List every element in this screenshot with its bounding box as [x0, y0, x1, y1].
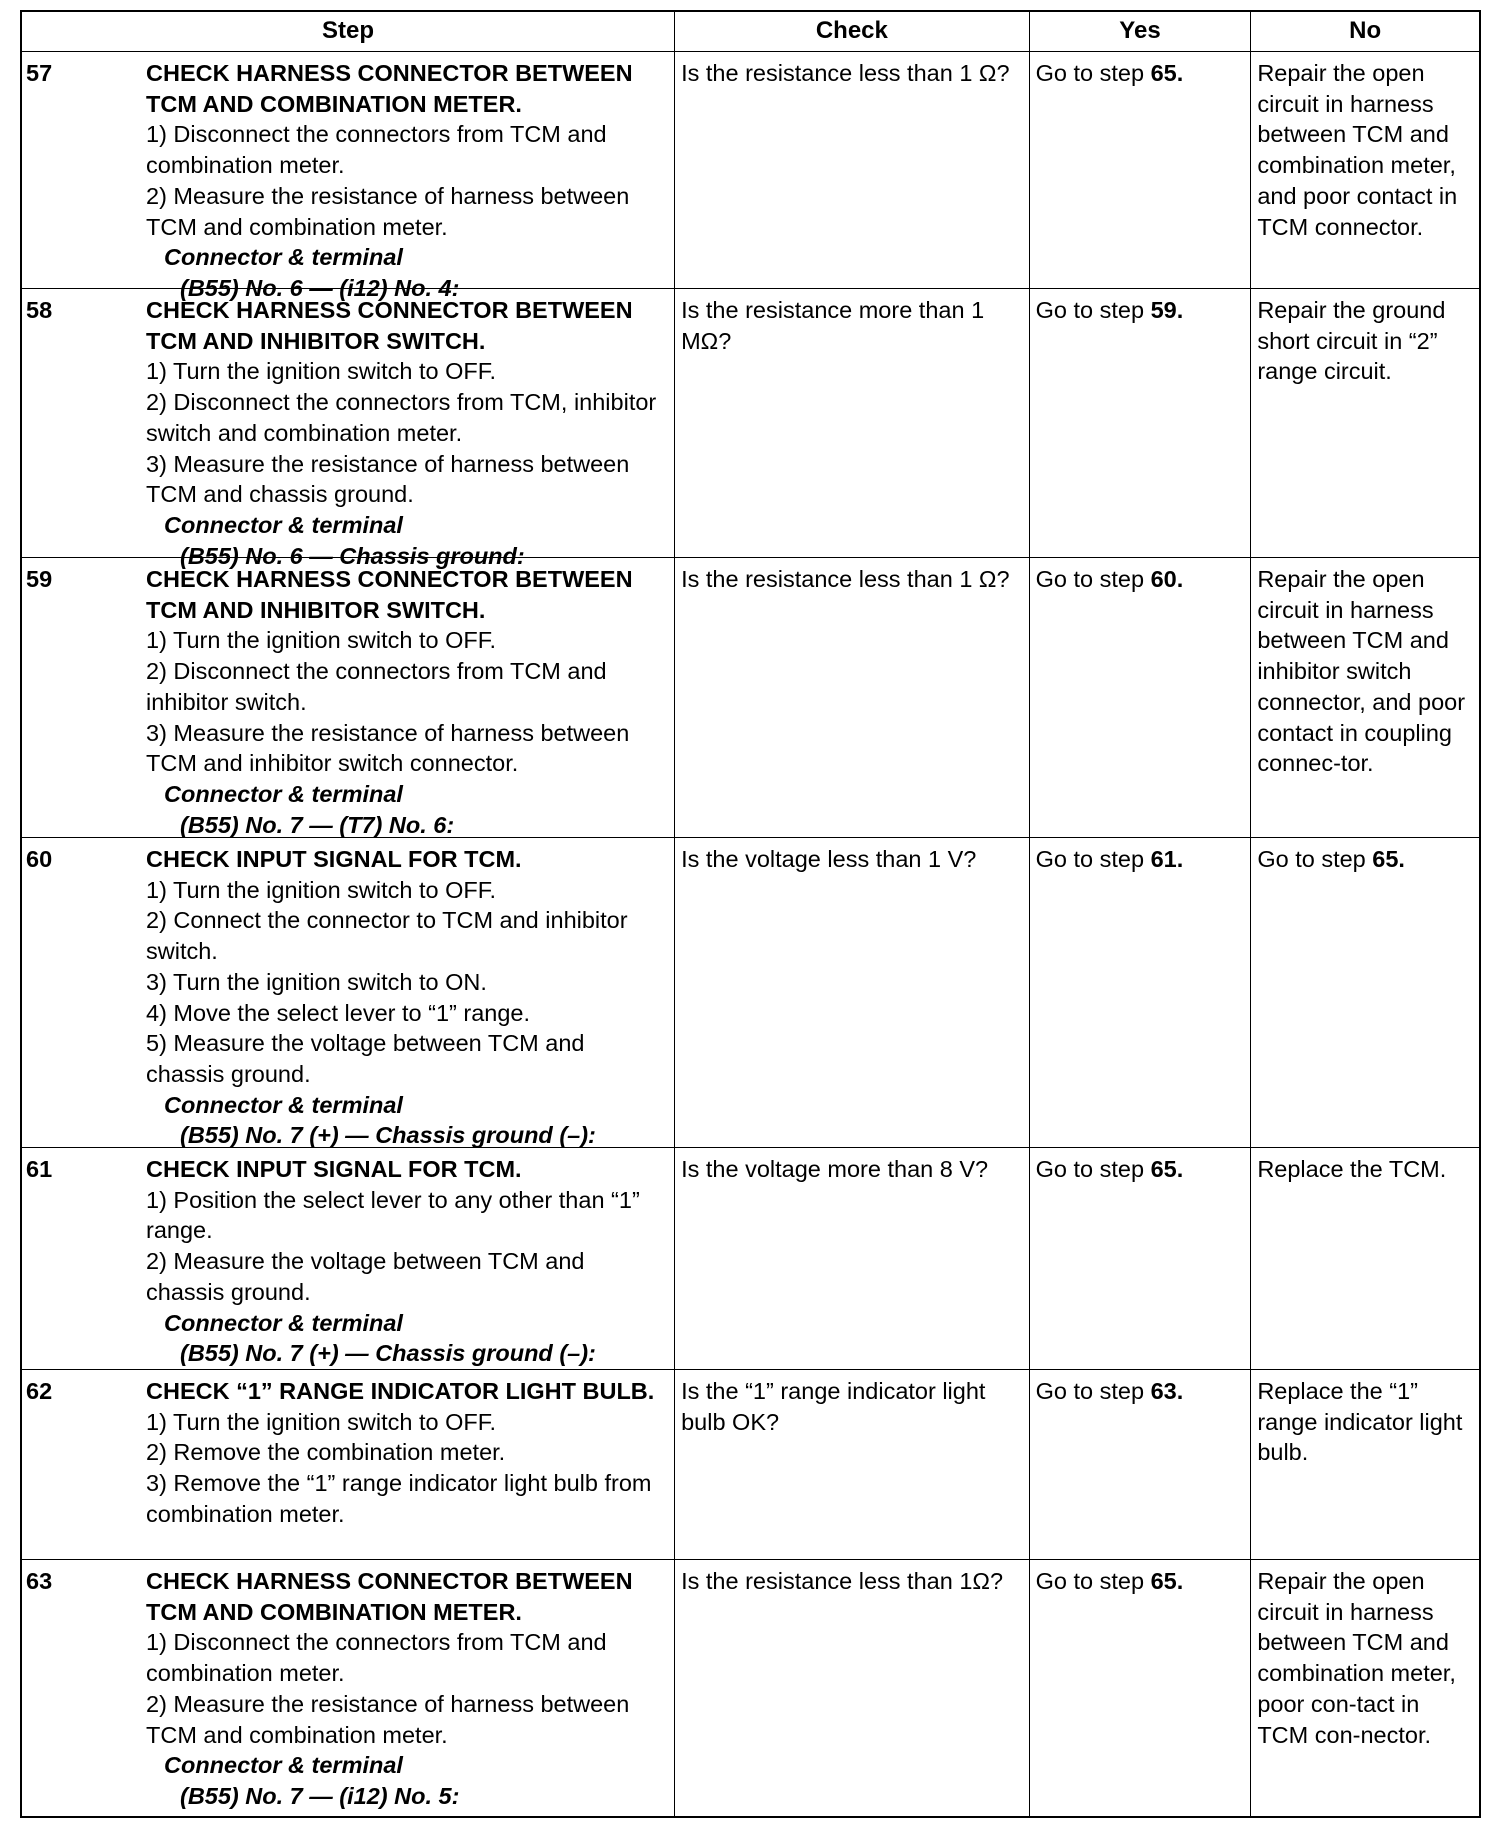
yes-step-ref: 63. [1150, 1378, 1184, 1404]
step-cell [22, 838, 675, 1147]
connector-terminal-label: Connector & terminal [164, 1309, 403, 1336]
check-cell: Is the “1” range indicator light bulb OK? [675, 1370, 1030, 1559]
check-cell: Is the resistance more than 1 MΩ? [675, 289, 1030, 557]
no-cell: Replace the “1” range indicator light bulb. [1257, 1378, 1463, 1466]
step-instruction: 1) Turn the ignition switch to OFF. [146, 876, 497, 903]
yes-step-ref: 61. [1150, 846, 1184, 872]
no-cell: Replace the TCM. [1257, 1156, 1447, 1182]
no-cell: Repair the open circuit in harness between TCM and combination meter, and poor contact in TCM connector. [1257, 60, 1458, 240]
yes-step-ref: 65. [1150, 60, 1184, 86]
step-instruction: 3) Turn the ignition switch to ON. [146, 968, 487, 995]
step-title: CHECK INPUT SIGNAL FOR TCM. [146, 1156, 522, 1182]
step-number: 57 [26, 60, 53, 86]
yes-prefix: Go to step [1035, 1156, 1151, 1182]
yes-prefix: Go to step [1035, 297, 1151, 323]
step-instruction: 2) Measure the voltage between TCM and chassis ground. [146, 1248, 585, 1305]
step-cell [22, 1370, 675, 1559]
step-number: 58 [26, 297, 53, 323]
diagnostic-table [20, 10, 1481, 1818]
yes-cell [1030, 1560, 1252, 1816]
no-cell: Repair the open circuit in harness between TCM and inhibitor switch connector, and poor contact in coupling connec-tor. [1257, 566, 1466, 777]
header-no: No [1349, 17, 1382, 44]
step-instruction: 1) Turn the ignition switch to OFF. [146, 1408, 497, 1435]
table-row [22, 1148, 1479, 1370]
check-cell: Is the resistance less than 1 Ω? [675, 52, 1030, 288]
table-row [22, 1560, 1479, 1816]
step-instruction: 2) Disconnect the connectors from TCM and inhibitor switch. [146, 658, 607, 715]
step-instruction: 2) Connect the connector to TCM and inhibitor switch. [146, 907, 628, 965]
connector-terminal-value: (B55) No. 6 — (i12) No. 4: [180, 274, 460, 301]
yes-prefix: Go to step [1035, 566, 1151, 592]
table-row [22, 1370, 1479, 1560]
yes-cell [1030, 1370, 1252, 1559]
connector-terminal-value: (B55) No. 6 — Chassis ground: [180, 542, 525, 569]
no-prefix: Go to step [1257, 846, 1373, 872]
connector-terminal-value: (B55) No. 7 — (T7) No. 6: [180, 811, 455, 838]
header-check: Check [675, 12, 1030, 51]
step-number: 62 [26, 1378, 53, 1404]
step-cell [22, 52, 675, 301]
connector-terminal-value: (B55) No. 7 (+) — Chassis ground (–): [180, 1122, 596, 1149]
yes-prefix: Go to step [1035, 60, 1151, 86]
step-instruction: 2) Measure the resistance of harness between TCM and combination meter. [146, 182, 630, 240]
header-yes: Yes [1030, 12, 1252, 51]
yes-prefix: Go to step [1035, 846, 1151, 872]
yes-step-ref: 59. [1150, 297, 1184, 323]
no-cell: Repair the open circuit in harness between TCM and combination meter, poor con-tact in TCM con-nector. [1257, 1568, 1456, 1748]
connector-terminal-label: Connector & terminal [164, 780, 403, 807]
yes-prefix: Go to step [1035, 1568, 1151, 1594]
step-title: CHECK “1” RANGE INDICATOR LIGHT BULB. [146, 1378, 655, 1404]
yes-cell [1030, 838, 1252, 1147]
table-header [22, 12, 1479, 52]
table-row [22, 52, 1479, 301]
step-instruction: 1) Position the select lever to any other than “1” range. [146, 1186, 640, 1244]
yes-step-ref: 60. [1150, 566, 1184, 592]
step-instruction: 3) Measure the resistance of harness between TCM and inhibitor switch connector. [146, 719, 630, 777]
step-instruction: 3) Remove the “1” range indicator light bulb from combination meter. [146, 1470, 652, 1527]
yes-cell [1030, 1148, 1252, 1369]
step-number: 61 [26, 1156, 53, 1182]
no-cell: Repair the ground short circuit in “2” range circuit. [1257, 297, 1446, 385]
step-number: 60 [26, 846, 53, 872]
yes-cell [1030, 558, 1252, 837]
yes-cell [1030, 52, 1252, 288]
no-step-ref: 65. [1372, 846, 1405, 872]
step-instruction: 5) Measure the voltage between TCM and chassis ground. [146, 1030, 585, 1087]
table-row [22, 838, 1479, 1148]
header-step: Step [22, 12, 675, 51]
connector-terminal-label: Connector & terminal [164, 244, 403, 271]
step-number: 59 [26, 566, 53, 592]
step-title: CHECK INPUT SIGNAL FOR TCM. [146, 846, 522, 872]
step-title: CHECK HARNESS CONNECTOR BETWEEN TCM AND COMBINATION METER. [146, 60, 633, 117]
step-cell [22, 558, 675, 837]
check-cell: Is the resistance less than 1 Ω? [675, 558, 1030, 837]
table-row [22, 558, 1479, 838]
yes-prefix: Go to step [1035, 1378, 1151, 1404]
step-number: 63 [26, 1568, 53, 1594]
yes-step-ref: 65. [1150, 1156, 1184, 1182]
step-instruction: 1) Turn the ignition switch to OFF. [146, 358, 497, 385]
step-title: CHECK HARNESS CONNECTOR BETWEEN TCM AND INHIBITOR SWITCH. [146, 566, 633, 623]
check-cell: Is the resistance less than 1Ω? [675, 1560, 1030, 1816]
step-instruction: 2) Measure the resistance of harness between TCM and combination meter. [146, 1690, 630, 1748]
yes-cell [1030, 289, 1252, 557]
table-row [22, 289, 1479, 569]
connector-terminal-label: Connector & terminal [164, 1091, 403, 1118]
step-instruction: 1) Disconnect the connectors from TCM and combination meter. [146, 1629, 607, 1687]
connector-terminal-label: Connector & terminal [164, 511, 403, 538]
connector-terminal-label: Connector & terminal [164, 1752, 403, 1779]
step-cell [22, 289, 675, 569]
step-instruction: 2) Remove the combination meter. [146, 1439, 506, 1466]
step-cell [22, 1560, 675, 1816]
step-cell [22, 1148, 675, 1369]
step-instruction: 2) Disconnect the connectors from TCM, inhibitor switch and combination meter. [146, 389, 657, 446]
step-instruction: 1) Turn the ignition switch to OFF. [146, 627, 497, 654]
check-cell: Is the voltage more than 8 V? [675, 1148, 1030, 1369]
step-title: CHECK HARNESS CONNECTOR BETWEEN TCM AND COMBINATION METER. [146, 1568, 633, 1625]
step-instruction: 1) Disconnect the connectors from TCM and combination meter. [146, 121, 607, 179]
step-instruction: 3) Measure the resistance of harness between TCM and chassis ground. [146, 450, 630, 508]
connector-terminal-value: (B55) No. 7 (+) — Chassis ground (–): [180, 1340, 596, 1367]
yes-step-ref: 65. [1150, 1568, 1184, 1594]
step-title: CHECK HARNESS CONNECTOR BETWEEN TCM AND INHIBITOR SWITCH. [146, 297, 633, 354]
check-cell: Is the voltage less than 1 V? [675, 838, 1030, 1147]
step-instruction: 4) Move the select lever to “1” range. [146, 999, 531, 1026]
no-cell [1251, 838, 1479, 1147]
connector-terminal-value: (B55) No. 7 — (i12) No. 5: [180, 1782, 460, 1809]
